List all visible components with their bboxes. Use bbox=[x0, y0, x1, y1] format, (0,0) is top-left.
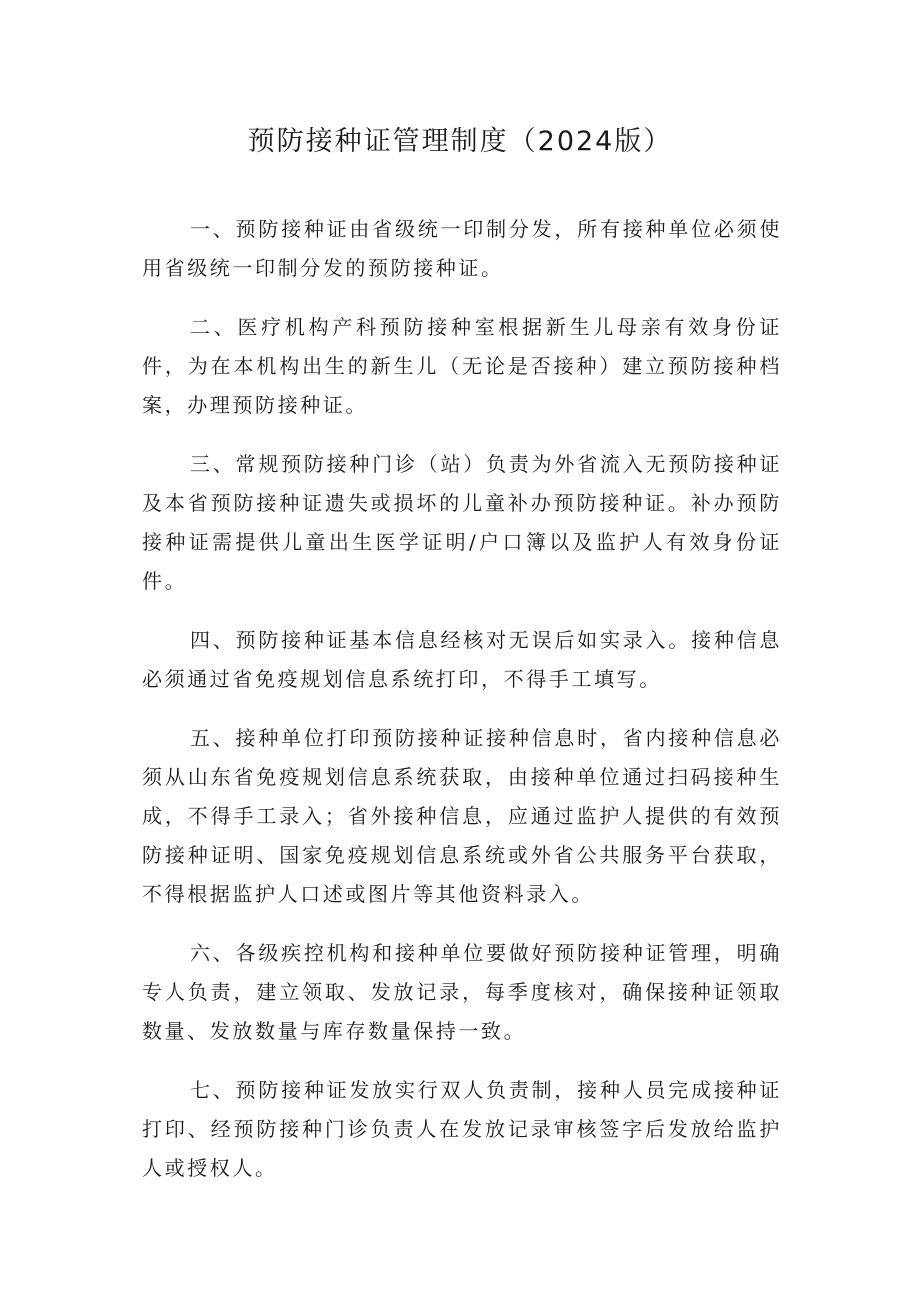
clause-5: 五、接种单位打印预防接种证接种信息时，省内接种信息必须从山东省免疫规划信息系统获取，由接种单位通过扫码接种生成，不得手工录入；省外接种信息，应通过监护人提供的有效预防接种证明、国家免疫规划信息系统或外省公共服务平台获取，不得根据监护人口述或图片等其他资料录入。 bbox=[142, 726, 782, 906]
document-body bbox=[142, 210, 782, 1208]
clause-1: 一、预防接种证由省级统一印制分发，所有接种单位必须使用省级统一印制分发的预防接种证。 bbox=[142, 217, 782, 280]
clause-6: 六、各级疾控机构和接种单位要做好预防接种证管理，明确专人负责，建立领取、发放记录，每季度核对，确保接种证领取数量、发放数量与库存数量保持一致。 bbox=[142, 941, 782, 1043]
clause-4: 四、预防接种证基本信息经核对无误后如实录入。接种信息必须通过省免疫规划信息系统打印，不得手工填写。 bbox=[142, 628, 782, 691]
document-title: 预防接种证管理制度（2024版） bbox=[247, 126, 673, 157]
clause-2: 二、医疗机构产科预防接种室根据新生儿母亲有效身份证件，为在本机构出生的新生儿（无论是否接种）建立预防接种档案，办理预防接种证。 bbox=[142, 315, 782, 417]
clause-3: 三、常规预防接种门诊（站）负责为外省流入无预防接种证及本省预防接种证遗失或损坏的儿童补办预防接种证。补办预防接种证需提供儿童出生医学证明/户口簿以及监护人有效身份证件。 bbox=[142, 452, 782, 593]
clause-7: 七、预防接种证发放实行双人负责制，接种人员完成接种证打印、经预防接种门诊负责人在发放记录审核签字后发放给监护人或授权人。 bbox=[142, 1078, 782, 1180]
